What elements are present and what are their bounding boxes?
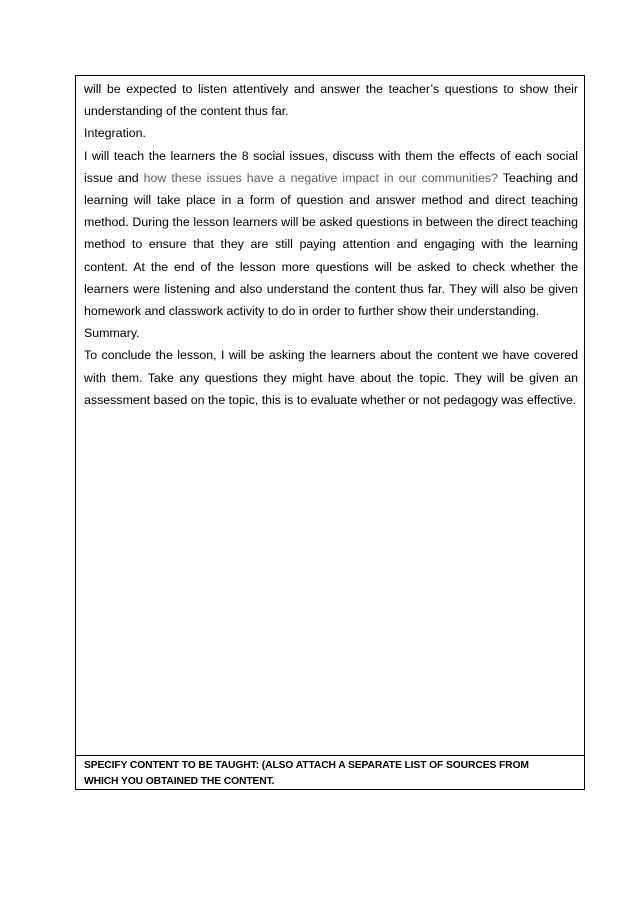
- integration-highlight-text: how these issues have a negative impact in our communities?: [143, 170, 498, 185]
- integration-text: [84, 145, 578, 323]
- lesson-content-cell: [76, 76, 584, 756]
- specify-content-cell: [76, 756, 584, 790]
- lesson-plan-table: [75, 75, 585, 790]
- integration-text-part2: Teaching and learning will take place in a form of question and answer method and direct teaching method. During the lesson learners will be asked questions in between the direct teaching method to ensure that they are still paying attention and engaging with the learning content. At the end of the lesson more questions will be asked to check whether the learners were listening and also understand the content thus far. They will also be given homework and classwork activity to do in order to further show their understanding.: [84, 170, 579, 319]
- summary-heading: Summary.: [84, 326, 140, 341]
- specify-content-line1: SPECIFY CONTENT TO BE TAUGHT: (ALSO ATTACH A SEPARATE LIST OF SOURCES FROM: [84, 760, 529, 771]
- specify-content-line2: WHICH YOU OBTAINED THE CONTENT.: [84, 775, 275, 787]
- intro-continuation-text: will be expected to listen attentively and answer the teacher’s questions to show their understanding of the content thus far.: [84, 82, 578, 119]
- integration-heading: Integration.: [84, 126, 146, 141]
- summary-text: To conclude the lesson, I will be asking the learners about the content we have covered with them. Take any questions they might have about the topic. They will be given an assessment based on the topic, this is to evaluate whether or not pedagogy was effective.: [84, 348, 578, 407]
- integration-text-part1: I will teach the learners the 8 social issues, discuss with them the effects of each social issue and: [84, 148, 578, 185]
